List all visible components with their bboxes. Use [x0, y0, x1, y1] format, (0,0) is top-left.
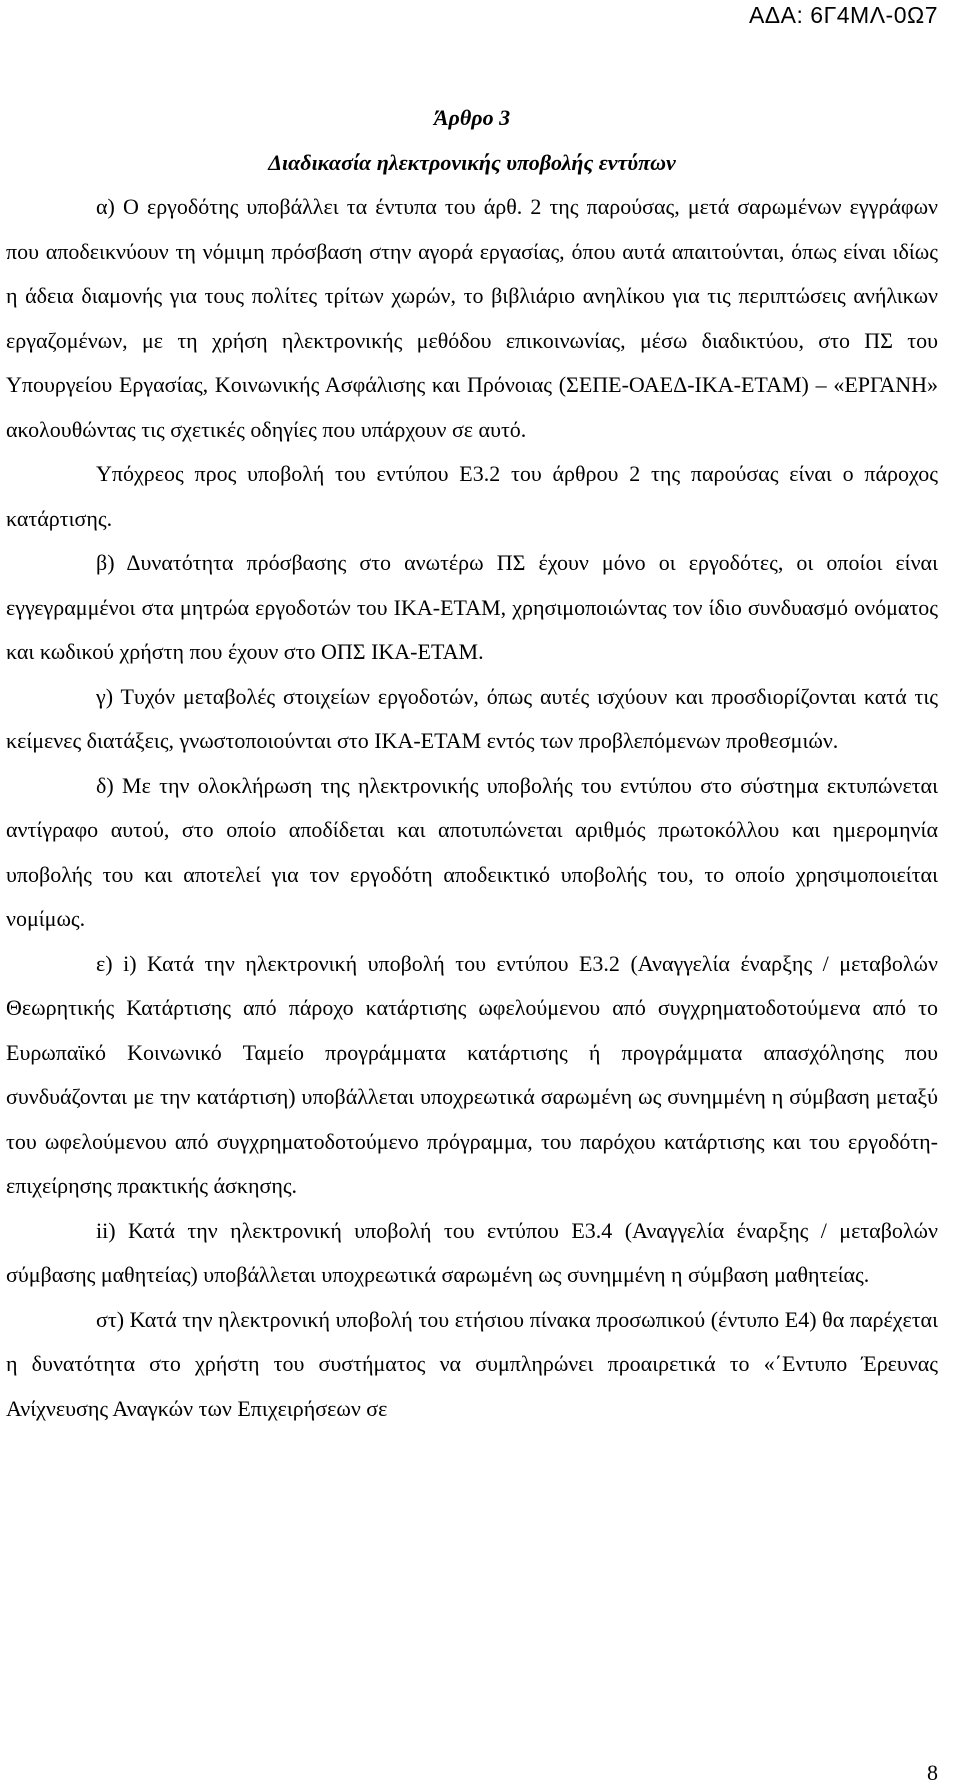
paragraph-a-obligor: Υπόχρεος προς υποβολή του εντύπου Ε3.2 του άρθρου 2 της παρούσας είναι ο πάροχος κατάρτισης. — [6, 461, 938, 531]
article-number: Άρθρο 3 — [433, 105, 511, 130]
document-body — [6, 96, 938, 1431]
paragraph-b: β) Δυνατότητα πρόσβασης στο ανωτέρω ΠΣ έχουν μόνο οι εργοδότες, οι οποίοι είναι εγγεγραμμένοι στα μητρώα εργοδοτών του ΙΚΑ-ΕΤΑΜ, χρησιμοποιώντας τον ίδιο συνδυασμό ονόματος και κωδικού χρήστη που έχουν στο ΟΠΣ ΙΚΑ-ΕΤΑΜ. — [6, 550, 938, 664]
page-number: 8 — [927, 1760, 938, 1785]
paragraph-e-ii: ii) Κατά την ηλεκτρονική υποβολή του εντύπου Ε3.4 (Αναγγελία έναρξης / μεταβολών σύμβασης μαθητείας) υποβάλλεται υποχρεωτικά σαρωμένη ως συνημμένη η σύμβαση μαθητείας. — [6, 1217, 938, 1287]
article-title: Διαδικασία ηλεκτρονικής υποβολής εντύπων — [268, 149, 676, 175]
paragraph-c: γ) Τυχόν μεταβολές στοιχείων εργοδοτών, όπως αυτές ισχύουν και προσδιορίζονται κατά τις κείμενες διατάξεις, γνωστοποιούνται στο ΙΚΑ-ΕΤΑΜ εντός των προβλεπόμενων προθεσμιών. — [6, 683, 938, 753]
paragraph-f: στ) Κατά την ηλεκτρονική υποβολή του ετήσιου πίνακα προσωπικού (έντυπο Ε4) θα παρέχεται η δυνατότητα στο χρήστη του συστήματος να συμπληρώνει προαιρετικά το «΄Εντυπο Έρευνας Ανίχνευσης Αναγκών των Επιχειρήσεων σε — [6, 1306, 938, 1421]
ada-identifier: ΑΔΑ: 6Γ4ΜΛ-0Ω7 — [748, 2, 938, 28]
paragraph-d: δ) Με την ολοκλήρωση της ηλεκτρονικής υποβολής του εντύπου στο σύστημα εκτυπώνεται αντίγραφο αυτού, στο οποίο αποδίδεται και αποτυπώνεται αριθμός πρωτοκόλλου και ημερομηνία υποβολής του και αποτελεί για τον εργοδότη αποδεικτικό υποβολής του, το οποίο χρησιμοποιείται νομίμως. — [6, 772, 938, 931]
paragraph-a: α) Ο εργοδότης υποβάλλει τα έντυπα του άρθ. 2 της παρούσας, μετά σαρωμένων εγγράφων που αποδεικνύουν τη νόμιμη πρόσβαση στην αγορά εργασίας, όπου αυτά απαιτούνται, όπως είναι ιδίως η άδεια διαμονής για τους πολίτες τρίτων χωρών, το βιβλιάριο ανηλίκου για τις περιπτώσεις ανήλικων εργαζομένων, με τη χρήση ηλεκτρονικής μεθόδου επικοινωνίας, μέσω διαδικτύου, στο ΠΣ του Υπουργείου Εργασίας, Κοινωνικής Ασφάλισης και Πρόνοιας (ΣΕΠΕ-ΟΑΕΔ-ΙΚΑ-ΕΤΑΜ) – «ΕΡΓΑΝΗ» ακολουθώντας τις σχετικές οδηγίες που υπάρχουν σε αυτό. — [6, 194, 938, 442]
paragraph-e-i: ε) i) Κατά την ηλεκτρονική υποβολή του εντύπου Ε3.2 (Αναγγελία έναρξης / μεταβολών Θεωρητικής Κατάρτισης από πάροχο κατάρτισης ωφελούμενου από συγχρηματοδοτούμενα από το Ευρωπαϊκό Κοινωνικό Ταμείο προγράμματα κατάρτισης ή προγράμματα απασχόλησης που συνδυάζονται με την κατάρτιση) υποβάλλεται υποχρεωτικά σαρωμένη ως συνημμένη η σύμβαση μεταξύ του ωφελούμενου από συγχρηματοδοτούμενο πρόγραμμα, του παρόχου κατάρτισης και του εργοδότη-επιχείρησης πρακτικής άσκησης. — [6, 950, 938, 1198]
